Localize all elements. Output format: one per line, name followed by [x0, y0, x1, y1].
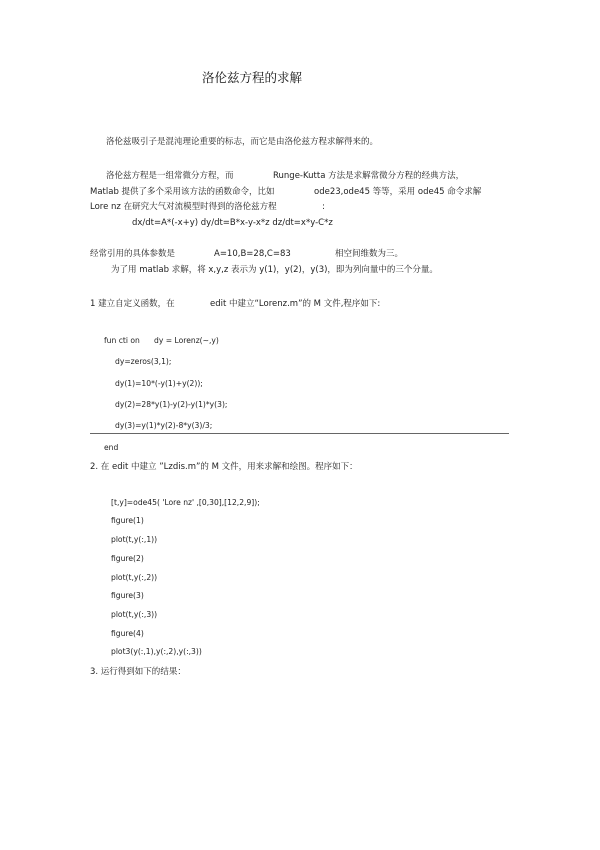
- code1-end: end: [104, 443, 119, 452]
- paragraph-2-line-2b: ode23,ode45 等等，采用 ode45 命令求解: [314, 187, 482, 197]
- paragraph-2-line-1b: Runge-Kutta 方法是求解常微分方程的经典方法，: [273, 171, 465, 181]
- phase-space-dims: 相空间维数为三。: [335, 249, 404, 259]
- lorenz-equations: dx/dt=A*(-x+y) dy/dt=B*x-y-x*z dz/dt=x*y-C*z: [132, 218, 333, 228]
- code1-keyword: fun cti on: [104, 336, 140, 345]
- code2-line: plot(t,y(:,1)): [111, 535, 158, 544]
- paragraph-2-line-2a: Matlab 提供了多个采用该方法的函数命令，比如: [90, 187, 275, 197]
- intro-paragraph: 洛伦兹吸引子是混沌理论重要的标志，而它是由洛伦兹方程求解得来的。: [106, 137, 379, 147]
- step-3-text: 3. 运行得到如下的结果：: [90, 667, 186, 677]
- step-2-text: 2. 在 edit 中建立 ”Lzdis.m”的 M 文件，用来求解和绘图。程序如下：: [90, 462, 358, 472]
- params-values: A=10,B=28,C=83: [214, 249, 291, 259]
- code1-line: dy(1)=10*(-y(1)+y(2));: [115, 379, 203, 388]
- step-1-text: edit 中建立“Lorenz.m”的 M 文件,程序如下:: [210, 299, 381, 309]
- matlab-intro-line: 为了用 matlab 求解，将 x,y,z 表示为 y(1)，y(2)，y(3)，即为列向量中的三个分量。: [111, 265, 438, 275]
- paragraph-2-line-1a: 洛伦兹方程是一组常微分方程，而: [106, 171, 234, 181]
- code1-line: dy(2)=28*y(1)-y(2)-y(1)*y(3);: [115, 400, 228, 409]
- code1-line: dy(3)=y(1)*y(2)-8*y(3)/3;: [115, 421, 213, 430]
- code2-line: figure(1): [111, 516, 144, 525]
- code2-line: plot3(y(:,1),y(:,2),y(:,3)): [111, 647, 202, 656]
- step-1-label: 1 建立自定义函数，在: [90, 299, 175, 309]
- params-label: 经常引用的具体参数是: [90, 249, 176, 259]
- code2-line: figure(2): [111, 554, 144, 563]
- divider-line: [90, 433, 509, 434]
- paragraph-2-line-3a: Lore nz 在研究大气对流模型时得到的洛伦兹方程: [90, 202, 277, 212]
- code2-line: plot(t,y(:,3)): [111, 610, 158, 619]
- page-title: 洛伦兹方程的求解: [202, 70, 303, 85]
- code2-line: [t,y]=ode45( 'Lore nz' ,[0,30],[12,2,9]);: [111, 498, 260, 507]
- code2-line: figure(3): [111, 591, 144, 600]
- code1-line: dy=zeros(3,1);: [115, 357, 172, 366]
- code2-line: figure(4): [111, 629, 144, 638]
- code2-line: plot(t,y(:,2)): [111, 573, 158, 582]
- code1-signature: dy = Lorenz(~,y): [154, 336, 219, 345]
- paragraph-2-line-3b: :: [322, 202, 325, 212]
